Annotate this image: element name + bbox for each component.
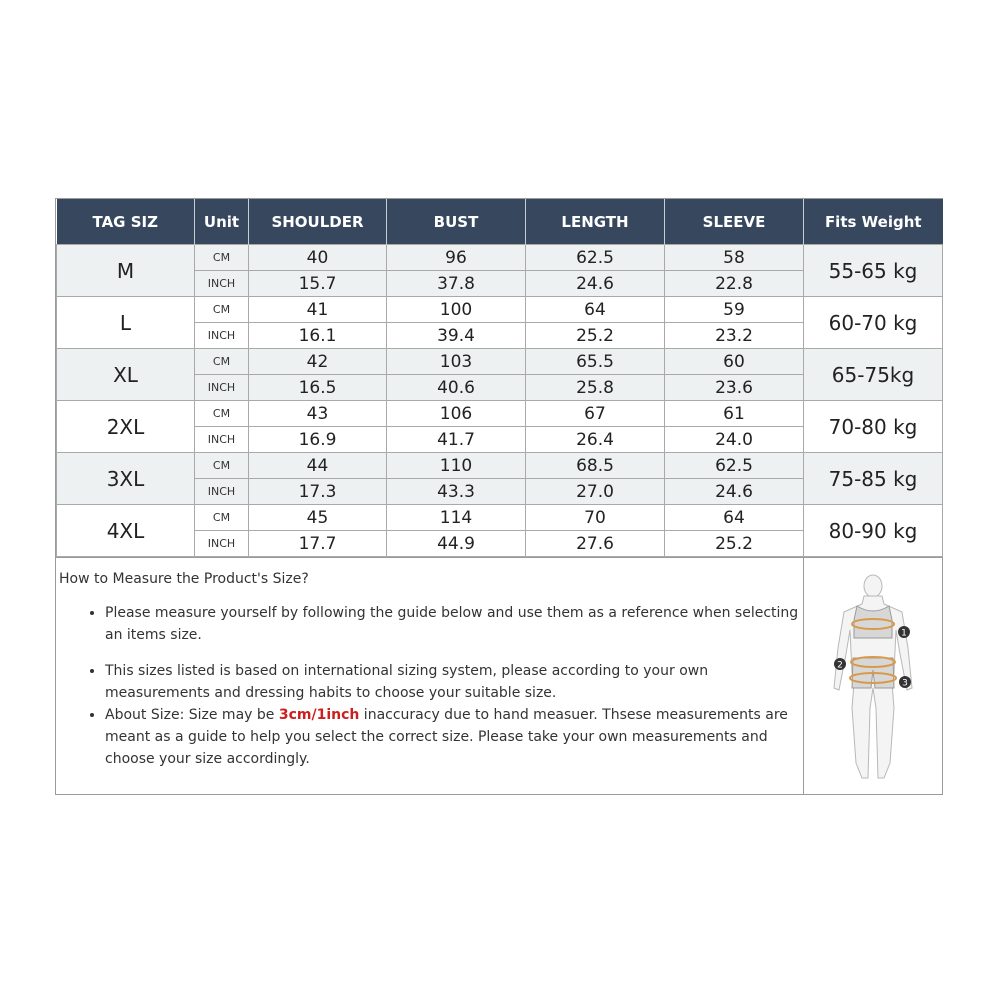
shoulder-cell: 41 [249,297,387,323]
body-figure-illustration [804,558,942,793]
shoulder-cell: 45 [249,505,387,531]
marker-2-label: 2 [837,660,843,671]
unit-cell: CM [195,245,249,271]
header-shoulder: SHOULDER [249,199,387,245]
bust-cell: 100 [387,297,526,323]
bust-cell: 96 [387,245,526,271]
sleeve-cell: 61 [665,401,804,427]
marker-3-label: 3 [902,678,908,689]
length-cell: 27.0 [526,479,665,505]
length-cell: 25.8 [526,375,665,401]
guide-title: How to Measure the Product's Size? [59,571,309,587]
shoulder-cell: 40 [249,245,387,271]
length-cell: 70 [526,505,665,531]
sleeve-cell: 23.2 [665,323,804,349]
length-cell: 64 [526,297,665,323]
size-table [56,199,943,557]
header-fits-weight: Fits Weight [804,199,943,245]
measure-guide [56,557,942,794]
accuracy-highlight: 3cm/1inch [278,707,360,723]
unit-cell: CM [195,453,249,479]
shoulder-cell: 43 [249,401,387,427]
tag-size-cell: XL [57,349,195,401]
unit-cell: CM [195,401,249,427]
header-length: LENGTH [526,199,665,245]
marker-1-label: 1 [901,628,907,639]
unit-cell: INCH [195,323,249,349]
unit-cell: INCH [195,375,249,401]
bust-cell: 110 [387,453,526,479]
sleeve-cell: 24.6 [665,479,804,505]
guide-list [59,602,803,770]
guide-bullet: • Please measure yourself by following the guide below and use them as a reference when selecting an items size. [105,602,803,646]
fits-weight-cell: 80-90 kg [804,505,943,557]
tag-size-cell: 2XL [57,401,195,453]
shoulder-cell: 42 [249,349,387,375]
fits-weight-cell: 60-70 kg [804,297,943,349]
length-cell: 65.5 [526,349,665,375]
shoulder-cell: 16.5 [249,375,387,401]
sleeve-cell: 60 [665,349,804,375]
sleeve-cell: 58 [665,245,804,271]
bust-cell: 39.4 [387,323,526,349]
table-row-cm [57,297,943,323]
table-row-cm [57,453,943,479]
table-row-cm [57,505,943,531]
unit-cell: INCH [195,427,249,453]
table-row-cm [57,401,943,427]
measure-guide-text [56,558,804,794]
length-cell: 24.6 [526,271,665,297]
length-cell: 27.6 [526,531,665,557]
table-header-row [57,199,943,245]
tag-size-cell: M [57,245,195,297]
unit-cell: INCH [195,271,249,297]
header-unit: Unit [195,199,249,245]
shoulder-cell: 44 [249,453,387,479]
header-bust: BUST [387,199,526,245]
tag-size-cell: 4XL [57,505,195,557]
table-row-cm [57,349,943,375]
unit-cell: CM [195,297,249,323]
sleeve-cell: 22.8 [665,271,804,297]
bust-cell: 44.9 [387,531,526,557]
guide-bullet-text: inaccuracy due to hand measuer. Thsese measurements are meant as a guide to help you select the correct size. Please take your own measurements and choose your size accordingly. [105,707,788,767]
unit-cell: CM [195,505,249,531]
bust-cell: 40.6 [387,375,526,401]
fits-weight-cell: 55-65 kg [804,245,943,297]
bust-cell: 106 [387,401,526,427]
tag-size-cell: L [57,297,195,349]
length-cell: 67 [526,401,665,427]
shoulder-cell: 17.7 [249,531,387,557]
shoulder-cell: 15.7 [249,271,387,297]
unit-cell: CM [195,349,249,375]
guide-bullet [105,704,803,770]
shoulder-cell: 16.9 [249,427,387,453]
fits-weight-cell: 75-85 kg [804,453,943,505]
size-chart [55,198,943,795]
sleeve-cell: 25.2 [665,531,804,557]
bust-cell: 37.8 [387,271,526,297]
unit-cell: INCH [195,479,249,505]
shoulder-cell: 17.3 [249,479,387,505]
table-row-cm [57,245,943,271]
length-cell: 68.5 [526,453,665,479]
guide-bullet-text: About Size: Size may be [105,707,279,723]
tag-size-cell: 3XL [57,453,195,505]
sleeve-cell: 62.5 [665,453,804,479]
sleeve-cell: 64 [665,505,804,531]
length-cell: 25.2 [526,323,665,349]
bust-cell: 41.7 [387,427,526,453]
sleeve-cell: 23.6 [665,375,804,401]
length-cell: 62.5 [526,245,665,271]
unit-cell: INCH [195,531,249,557]
sleeve-cell: 59 [665,297,804,323]
length-cell: 26.4 [526,427,665,453]
bust-cell: 43.3 [387,479,526,505]
bust-cell: 114 [387,505,526,531]
shoulder-cell: 16.1 [249,323,387,349]
header-tag-size: TAG SIZ [57,199,195,245]
sleeve-cell: 24.0 [665,427,804,453]
bust-cell: 103 [387,349,526,375]
fits-weight-cell: 65-75kg [804,349,943,401]
fits-weight-cell: 70-80 kg [804,401,943,453]
tank-top-shape [854,606,892,638]
guide-bullet: • This sizes listed is based on international sizing system, please according to your own measurements and dressing habits to choose your suitable size. [105,660,803,704]
measure-figure [804,558,942,794]
header-sleeve: SLEEVE [665,199,804,245]
